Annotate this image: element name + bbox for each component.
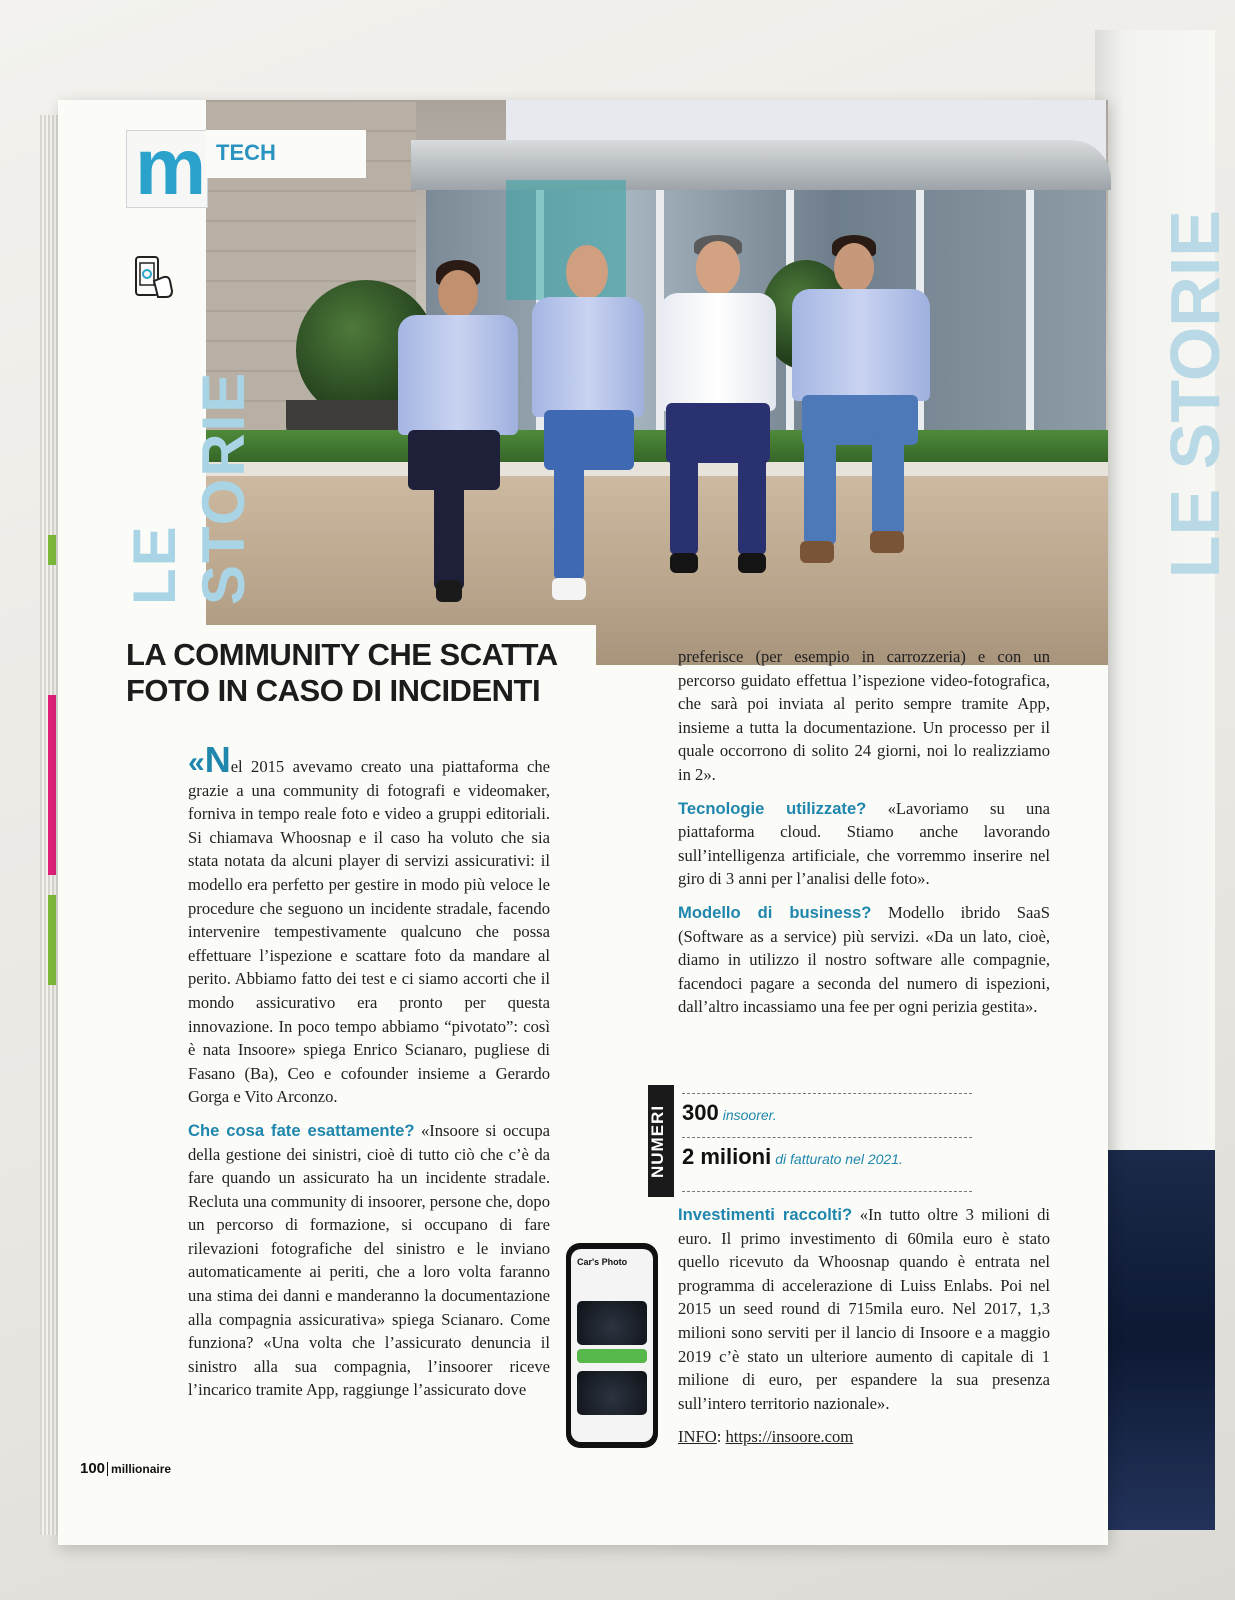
- photo-person-3: [652, 235, 782, 595]
- numeri-box: [648, 1085, 968, 1197]
- edge-tab-magenta: [48, 695, 56, 875]
- phone-car-photo: [577, 1301, 647, 1345]
- open-quote: «: [188, 746, 205, 779]
- numeri-desc: insoorer.: [722, 1107, 777, 1123]
- edge-tab-green: [48, 535, 56, 565]
- answer-what-you-do: «Insoore si occupa della gestione dei sinistri, cioè di tutto ciò che c’è da fare quando un assicurato ha un incidente stradale. Recluta una community di insoorer, persone che, dopo un percorso di formazione, si occupano di fare rilevazioni fotografiche del sinistro e le inviano automaticamente ai periti, che a loro volta faranno una stima dei danni e manderanno la documentazione alla compagnia assicurativa» spiega Scianaro. Come funziona? «Una volta che l’assicurato denuncia il sinistro alla sua compagnia, l’insoorer riceve l’incarico tramite App, raggiunge l’assicurato dove: [188, 1120, 550, 1400]
- phone-mockup: [566, 1243, 658, 1448]
- magazine-logo: m: [135, 122, 203, 211]
- intro-text: el 2015 avevamo creato una piattaforma che grazie a una community di fotografi e videomaker, forniva in tempo reale foto e video a gruppi editoriali. Si chiamava Whoosnap e il caso ha voluto che sia stata notata da alcuni player di servizi assicurativi: il modello era perfetto per gestire in modo più veloce le procedure che seguono un incidente stradale, facendo intervenire tempestivamente qualcuno che possa effettuare l’ispezione e scattare foto da mandare al perito. Abbiamo fatto dei test e ci siamo accorti che il mondo assicurativo era pronto per questa innovazione. In poco tempo abbiamo “pivotato”: così è nata Insoore» spiega Enrico Scianaro, pugliese di Fasano (Ba), Ceo e cofounder insieme a Gerardo Gorga e Vito Arconzo.: [188, 757, 550, 1107]
- paragraph-technologies: [678, 797, 1050, 891]
- phone-screen: [571, 1249, 653, 1442]
- question-technologies: Tecnologie utilizzate?: [678, 798, 867, 818]
- numeri-label: NUMERI: [648, 1085, 674, 1197]
- numeri-value: 2 milioni: [682, 1144, 772, 1169]
- article-headline: LA COMMUNITY CHE SCATTA FOTO IN CASO DI INCIDENTI: [120, 625, 596, 715]
- numeri-desc: di fatturato nel 2021.: [775, 1151, 903, 1167]
- answer-investments: «In tutto oltre 3 milioni di euro. Il primo investimento di 60mila euro è stato quello ricevuto da Whoosnap quando è entrata nel programma di accelerazione di Luiss Enlabs. Poi nel 2015 un seed round di 715mila euro. Nel 2017, 1,3 milioni sono serviti per il lancio di Insoore e a maggio 2019 c’è stato un ulteriore aumento di capitale di 1 milione di euro, per espandere la sua presenza sull’intero territorio nazionale».: [678, 1205, 1050, 1413]
- article-column-right-bottom: [678, 1203, 1050, 1449]
- article-column-right: [678, 645, 1050, 1029]
- edge-tab-green-2: [48, 895, 56, 985]
- intro-paragraph: [188, 739, 550, 1109]
- photo-person-2: [524, 245, 654, 615]
- magazine-logo-box: [126, 122, 208, 211]
- phone-hand-icon: [130, 255, 176, 301]
- info-line: INFO: https://insoore.com: [678, 1427, 854, 1447]
- answer-technologies: «Lavoriamo su una piattaforma cloud. Stiamo anche lavorando sull’intelligenza artificiale, che vorremmo inserire nel giro di 3 anni per l’analisi delle foto».: [678, 798, 1050, 889]
- page-number: 100: [80, 1460, 106, 1477]
- numeri-value: 300: [682, 1100, 719, 1125]
- answer-business-model: Modello ibrido SaaS (Software as a service) più servizi. «Da un lato, cioè, diamo in utilizzo il nostro software alle compagnie, facendoci pagare a seconda del numero di ispezioni, dall’altro incassiamo una fee per ogni perizia gestita».: [678, 902, 1050, 1017]
- paragraph-investments: [678, 1203, 1050, 1415]
- phone-car-photo: [577, 1371, 647, 1415]
- magazine-page: [58, 100, 1108, 1545]
- photo-mullion: [1026, 190, 1034, 440]
- info-label: INFO: [678, 1427, 717, 1447]
- article-column-left: [188, 739, 550, 1412]
- numeri-row: [682, 1137, 972, 1170]
- section-vertical-label: LE STORIE: [121, 370, 257, 605]
- section-label: TECH: [216, 140, 276, 165]
- page-footer: [80, 1460, 171, 1477]
- next-page-photo: [1105, 1150, 1215, 1530]
- phone-green-button: [577, 1349, 647, 1363]
- question-investments: Investimenti raccolti?: [678, 1205, 853, 1224]
- hero-photo: [206, 100, 1108, 665]
- photo-person-4: [786, 235, 936, 575]
- question-what-you-do: Che cosa fate esattamente?: [188, 1120, 415, 1140]
- paragraph-what-you-do: [188, 1119, 550, 1402]
- paragraph-business-model: [678, 901, 1050, 1019]
- numeri-divider: [682, 1191, 972, 1192]
- next-page-edge: [1095, 30, 1234, 1530]
- question-business-model: Modello di business?: [678, 902, 872, 922]
- info-link[interactable]: https://insoore.com: [725, 1427, 854, 1447]
- paragraph-continuation: [678, 645, 1050, 787]
- drop-cap: N: [204, 739, 231, 780]
- next-page-vertical-label: LE STORIE: [1156, 210, 1234, 579]
- phone-screen-title: Car's Photo: [577, 1257, 628, 1267]
- photo-person-1: [376, 260, 526, 610]
- continuation-text: preferisce (per esempio in carrozzeria) e con un percorso guidato effettua l’ispezione video-fotografica, che sarà poi inviata al perito sempre tramite App, insieme a tutta la documentazione. Un processo per il quale occorrono di solito 24 giorni, noi lo realizziamo in 2».: [678, 647, 1050, 784]
- numeri-row: [682, 1093, 972, 1126]
- magazine-name: millionaire: [107, 1462, 171, 1476]
- section-tab: [206, 130, 366, 178]
